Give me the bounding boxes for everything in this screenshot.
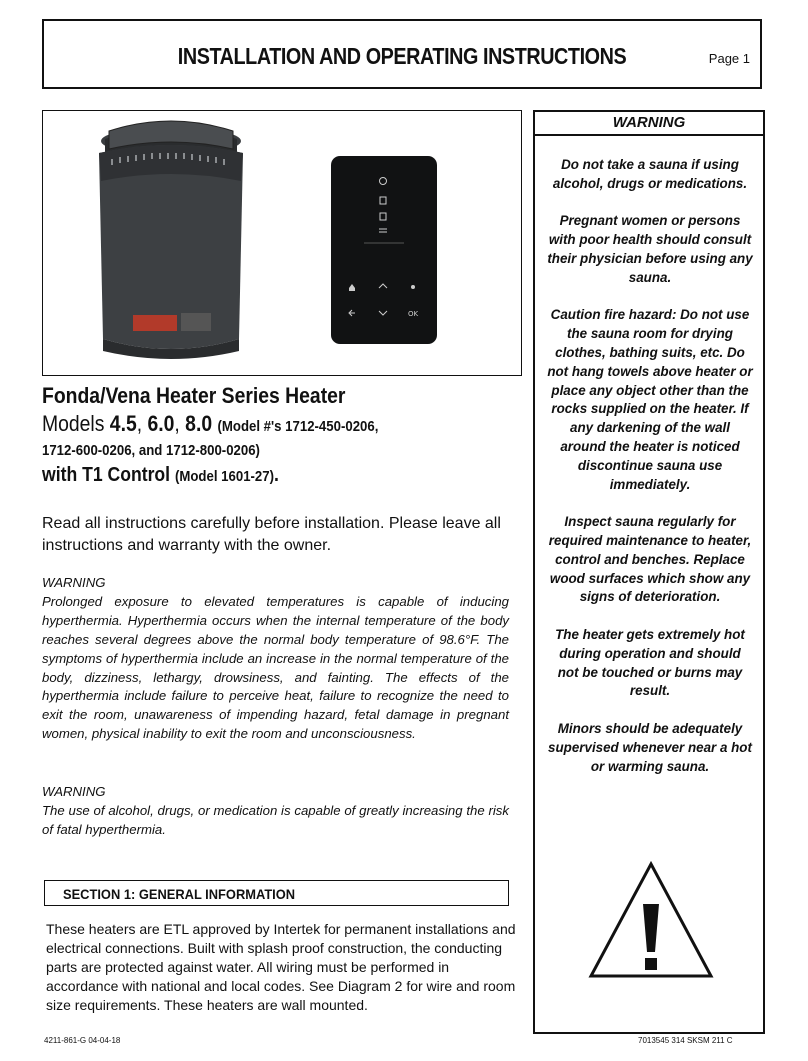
warning-sidebar — [533, 110, 765, 1034]
document-title: INSTALLATION AND OPERATING INSTRUCTIONS — [177, 43, 627, 69]
alcohol-warning — [42, 783, 509, 840]
sidebar-paragraph: Caution fire hazard: Do not use the sauna room for drying clothes, bathing suits, etc. Do not hang towels above heater or place any object other than the rocks supplied on the heater. If any darkening of the wall around the heater is noticed discontinue sauna use immediately. — [547, 307, 753, 492]
warning-label: WARNING — [42, 784, 106, 799]
sidebar-header — [535, 112, 763, 136]
sidebar-paragraph: Inspect sauna regularly for required maintenance to heater, control and benches. Replace wood surfaces which show any signs of deterioration. — [548, 514, 752, 605]
warning-label: WARNING — [42, 575, 106, 590]
warning-text: Prolonged exposure to elevated temperatures is capable of inducing hyperthermia. Hyperthermia occurs when the internal temperature of the body reaches several degrees above the normal body temperature of 98.6°F. The symptoms of hyperthermia include an increase in the normal temperature of the body, dizziness, lethargy, drowsiness, and fainting. The effects of the hyperthermia include failure to perceive heat, failure to recognize the need to exit the room, unawareness of impending hazard, fetal damage in pregnant women, physical inability to exit the room and unconsciousness. — [42, 593, 509, 742]
control-period: . — [274, 464, 279, 486]
t1-control-panel-image — [330, 155, 438, 345]
sidebar-paragraph: Pregnant women or persons with poor health should consult their physician before using any sauna. — [547, 213, 753, 285]
page-number: Page 1 — [708, 51, 750, 66]
model-c: 8.0 — [185, 411, 213, 436]
sidebar-paragraph: Do not take a sauna if using alcohol, drugs or medications. — [552, 157, 748, 191]
section-heading — [44, 880, 509, 906]
models-line: Models 4.5, 6.0, 8.0 (Model #'s 1712-450-0206, — [42, 411, 379, 436]
model-b: 6.0 — [147, 411, 175, 436]
hyperthermia-warning — [42, 574, 509, 744]
control-model: (Model 1601-27) — [174, 468, 275, 485]
section-body: These heaters are ETL approved by Intertek for permanent installations and electrical connections. Built with splash proof construction, the conducting parts are protected against water. All wiring must be performed in accordance with national and local codes. See Diagram 2 for wire and room size requirements. These heaters are wall mounted. — [46, 921, 516, 1013]
product-photo — [42, 110, 522, 376]
control-label: with T1 Control — [42, 464, 171, 486]
page-header — [42, 19, 762, 89]
product-title-block — [42, 382, 522, 491]
control-line — [42, 461, 464, 491]
section-title: SECTION 1: GENERAL INFORMATION — [63, 886, 296, 902]
sidebar-warnings — [547, 156, 753, 795]
sidebar-paragraph: Minors should be adequately supervised whenever near a hot or warming sauna. — [548, 720, 752, 774]
footer-part-code: 7013545 314 SKSM 211 C — [638, 1036, 733, 1045]
sauna-heater-image — [91, 119, 251, 364]
warning-text: The use of alcohol, drugs, or medication is capable of greatly increasing the risk of fatal hyperthermia. — [42, 802, 509, 837]
svg-text:OK: OK — [408, 310, 419, 318]
warning-triangle-icon — [587, 860, 715, 980]
model-numbers-continued: 1712-600-0206, and 1712-800-0206) — [42, 442, 260, 459]
series-title: Fonda/Vena Heater Series Heater — [42, 383, 346, 408]
sidebar-title: WARNING — [612, 114, 686, 131]
models-prefix: Models — [42, 411, 110, 436]
model-a: 4.5 — [109, 411, 137, 436]
model-numbers: (Model #'s 1712-450-0206, — [217, 418, 379, 435]
sidebar-paragraph: The heater gets extremely hot during operation and should not be touched or burns may result. — [555, 626, 745, 699]
intro-text: Read all instructions carefully before installation. Please leave all instructions and warranty with the owner. — [42, 515, 501, 554]
footer-document-code: 4211-861-G 04-04-18 — [44, 1036, 121, 1045]
